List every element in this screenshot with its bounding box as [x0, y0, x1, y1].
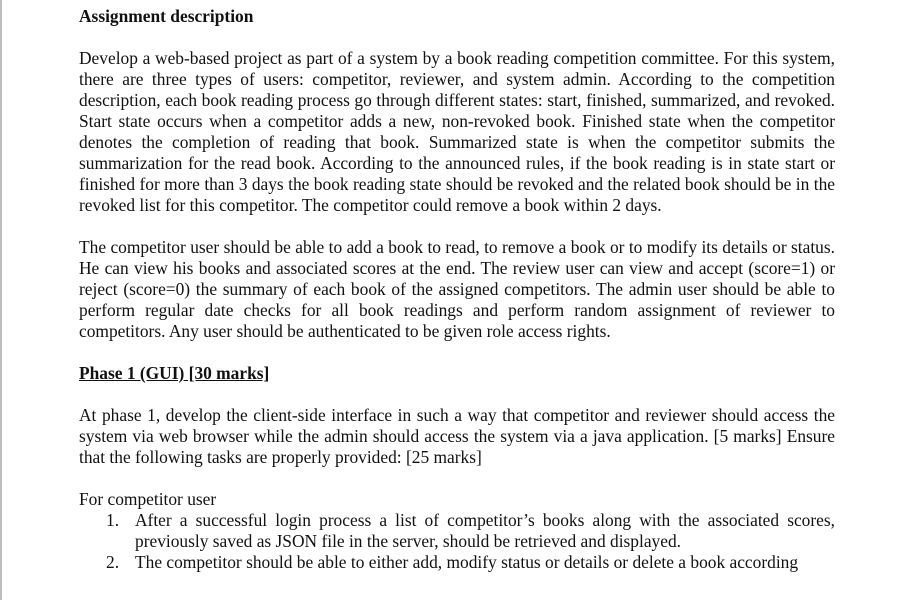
spacer [79, 27, 835, 48]
list-item-number: 1. [106, 510, 120, 530]
paragraph-system-description: Develop a web-based project as part of a system by a book reading competition committee. For this system, there are three types of users: competitor, reviewer, and system admin. According to the competition description, each book reading process go through different states: start, finished, summarized, and revoked. Start state occurs when a competitor adds a new, non-revoked book. Finished state when the competitor denotes the completion of reading that book. Summarized state is when the competitor submits the summarization for the read book. According to the announced rules, if the book reading is in state start or finished for more than 3 days the book reading state should be revoked and the related book should be in the revoked list for this competitor. The competitor could remove a book within 2 days. [79, 48, 835, 215]
list-item [79, 552, 835, 573]
list-item-text: After a successful login process a list of competitor’s books along with the associated scores, previously saved as JSON file in the server, should be retrieved and displayed. [135, 510, 835, 551]
spacer [79, 384, 835, 405]
document-page [79, 6, 835, 573]
assignment-title: Assignment description [79, 6, 254, 26]
competitor-task-list [79, 510, 835, 573]
list-item-text: The competitor should be able to either add, modify status or details or delete a book according [135, 552, 799, 572]
paragraph-user-roles: The competitor user should be able to add a book to read, to remove a book or to modify its details or status. He can view his books and associated scores at the end. The review user can view and accept (score=1) or reject (score=0) the summary of each book of the assigned competitors. The admin user should be able to perform regular date checks for all book readings and perform random assignment of reviewer to competitors. Any user should be authenticated to be given role access rights. [79, 237, 835, 341]
list-item-number: 2. [106, 552, 120, 572]
spacer [79, 216, 835, 237]
list-item [79, 510, 835, 552]
spacer [79, 342, 835, 363]
spacer [79, 468, 835, 489]
competitor-user-heading: For competitor user [79, 489, 217, 509]
phase-1-heading: Phase 1 (GUI) [30 marks] [79, 363, 270, 383]
paragraph-phase-1: At phase 1, develop the client-side interface in such a way that competitor and reviewer should access the system via web browser while the admin should access the system via a java application. [5 marks] Ensure that the following tasks are properly provided: [25 marks] [79, 405, 835, 467]
page-left-border [0, 0, 2, 600]
